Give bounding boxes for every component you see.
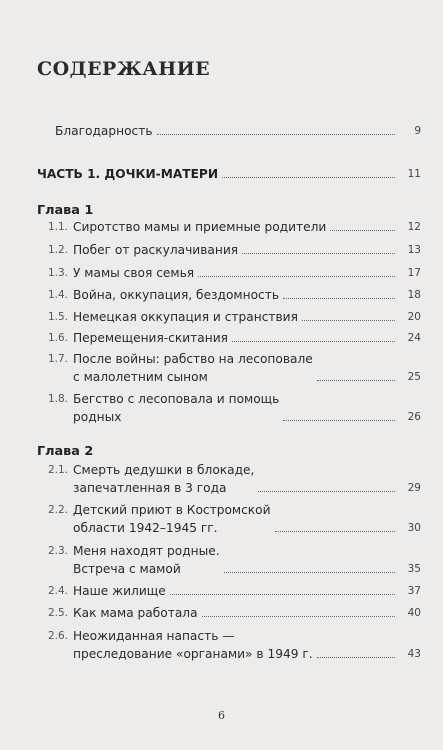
toc-entry-page: 37 (407, 585, 421, 597)
toc-entry-page: 9 (414, 125, 421, 137)
toc-entry-label-line: запечатленная в 3 года (73, 481, 227, 495)
dot-leader (157, 134, 395, 135)
toc-entry (0, 308, 443, 326)
dot-leader (275, 531, 395, 532)
toc-entry-label-line: родных (73, 410, 122, 424)
toc-entry-label: Благодарность (55, 124, 153, 138)
toc-entry-page: 29 (407, 482, 421, 494)
toc-entry-label (73, 390, 279, 426)
toc-entry-number: 2.2. (47, 504, 68, 516)
toc-entry-number: 2.4. (47, 585, 68, 597)
toc-entry-label-line: преследование «органами» в 1949 г. (73, 647, 313, 661)
dot-leader (232, 341, 395, 342)
toc-entry-label: Побег от раскулачивания (73, 243, 239, 257)
toc-entry-label: Наше жилище (73, 584, 166, 598)
toc-entry-label-line: с малолетним сыном (73, 370, 208, 384)
toc-entry-number: 1.6. (47, 332, 68, 344)
toc-entry-label-line: Смерть дедушки в блокаде, (73, 463, 255, 477)
toc-entry-number: 2.5. (47, 607, 68, 619)
dot-leader (317, 380, 395, 381)
dot-leader (330, 230, 395, 231)
toc-entry (0, 501, 443, 537)
toc-entry-label: Немецкая оккупация и странствия (73, 310, 298, 324)
toc-entry-label (73, 542, 220, 578)
page-number: 6 (218, 709, 225, 722)
toc-entry-label (73, 501, 271, 537)
toc-entry-number: 1.1. (47, 221, 68, 233)
chapter-2-title: Глава 2 (37, 444, 94, 459)
toc-entry-page: 35 (407, 563, 421, 575)
dot-leader (317, 657, 395, 658)
dot-leader (222, 177, 395, 178)
dot-leader (283, 420, 395, 421)
toc-entry (0, 286, 443, 304)
toc-entry-number: 1.4. (47, 289, 68, 301)
dot-leader (198, 276, 395, 277)
dot-leader (224, 572, 395, 573)
toc-entry-label (73, 627, 313, 663)
toc-entry-number: 1.8. (47, 393, 68, 405)
toc-heading: СОДЕРЖАНИЕ (37, 58, 211, 80)
toc-part-label: ЧАСТЬ 1. ДОЧКИ-МАТЕРИ (37, 167, 219, 181)
toc-entry (0, 582, 443, 600)
toc-entry-label: Сиротство мамы и приемные родители (73, 220, 327, 234)
toc-entry-number: 1.2. (47, 244, 68, 256)
toc-entry (0, 241, 443, 259)
toc-entry-number: 2.3. (47, 545, 68, 557)
toc-entry-page: 12 (407, 221, 421, 233)
toc-entry-page: 25 (407, 371, 421, 383)
toc-entry-label-line: Неожиданная напасть — (73, 629, 235, 643)
toc-entry-page: 24 (407, 332, 421, 344)
toc-entry (0, 264, 443, 282)
toc-entry-page: 17 (407, 267, 421, 279)
toc-entry-page: 26 (407, 411, 421, 423)
toc-entry (0, 329, 443, 347)
toc-entry-label-line: После войны: рабство на лесоповале (73, 352, 313, 366)
toc-entry (0, 461, 443, 497)
dot-leader (258, 491, 395, 492)
toc-entry-page: 43 (407, 648, 421, 660)
toc-entry-number: 1.5. (47, 311, 68, 323)
toc-entry-number: 1.7. (47, 353, 68, 365)
toc-entry-page: 40 (407, 607, 421, 619)
toc-entry (0, 218, 443, 236)
toc-entry-page: 30 (407, 522, 421, 534)
dot-leader (302, 320, 395, 321)
toc-entry-label (73, 350, 313, 386)
toc-entry-label-line: Детский приют в Костромской (73, 503, 271, 517)
toc-entry-label: Перемещения-скитания (73, 331, 228, 345)
toc-entry-label: Как мама работала (73, 606, 198, 620)
toc-entry-label-line: Бегство с лесоповала и помощь (73, 392, 280, 406)
toc-entry-number: 2.6. (47, 630, 68, 642)
toc-entry-label-line: Меня находят родные. (73, 544, 220, 558)
toc-entry (0, 542, 443, 578)
toc-entry-label (73, 461, 254, 497)
dot-leader (283, 298, 395, 299)
toc-entry-number: 2.1. (47, 464, 68, 476)
dot-leader (242, 253, 395, 254)
dot-leader (202, 616, 395, 617)
toc-entry (0, 350, 443, 386)
toc-entry-page: 13 (407, 244, 421, 256)
toc-entry-label: Война, оккупация, бездомность (73, 288, 280, 302)
toc-entry-label: У мамы своя семья (73, 266, 195, 280)
toc-entry (0, 390, 443, 426)
toc-entry-label-line: области 1942–1945 гг. (73, 521, 218, 535)
toc-entry (0, 627, 443, 663)
toc-entry-number: 1.3. (47, 267, 68, 279)
toc-entry-page: 11 (407, 168, 421, 180)
toc-entry-label-line: Встреча с мамой (73, 562, 181, 576)
toc-entry-page: 18 (407, 289, 421, 301)
chapter-1-title: Глава 1 (37, 203, 94, 218)
toc-entry (0, 604, 443, 622)
dot-leader (170, 594, 395, 595)
toc-entry-page: 20 (407, 311, 421, 323)
